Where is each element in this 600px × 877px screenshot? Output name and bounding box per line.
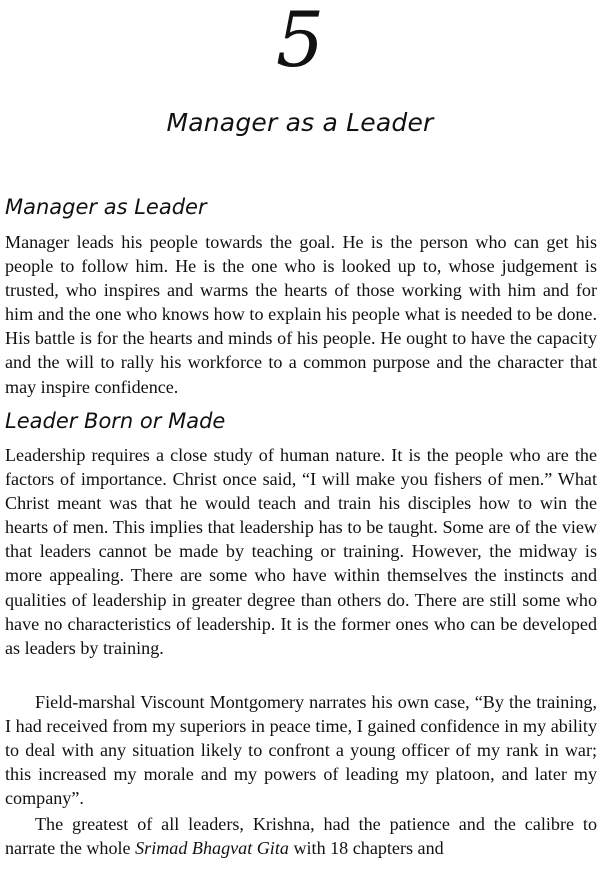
section-heading-manager-as-leader: Manager as Leader	[5, 195, 207, 219]
chapter-title: Manager as a Leader	[166, 108, 434, 137]
book-title-emphasis: Srimad Bhagvat Gita	[135, 838, 289, 859]
paragraph: Leadership requires a close study of human nature. It is the people who are the factors of importance. Christ once said, “I will make you fishers of men.” What Christ meant was that he would teach and train his disciples how to win the hearts of men. This implies that leadership has to be taught. Some are of the view that leaders cannot be made by teaching or training. However, the midway is more appealing. There are some who have within themselves the instincts and qualities of leadership in greater degree than others do. There are still some who have no characteristics of leadership. It is the former ones who can be developed as leaders by training.	[5, 445, 597, 658]
paragraph-text: with 18 chapters and	[288, 838, 444, 859]
chapter-number: 5	[275, 0, 325, 84]
paragraph: Field-marshal Viscount Montgomery narrates his own case, “By the training, I had received from my superiors in peace time, I gained confidence in my ability to deal with any situation likely to confront a young officer of my rank in war; this increased my morale and my powers of leading my platoon, and later my company”.	[5, 692, 597, 809]
paragraph-text: The greatest of all leaders, Krishna, had the patience and the calibre to narrate the whole	[5, 814, 597, 859]
paragraph	[5, 812, 597, 862]
section-heading-leader-born-or-made: Leader Born or Made	[5, 409, 226, 433]
paragraph: Manager leads his people towards the goal. He is the person who can get his people to follow him. He is the one who is looked up to, whose judgement is trusted, who inspires and warms the hearts of those working with him and for him and the one who knows how to explain his people what is needed to be done. His battle is for the hearts and minds of his people. He ought to have the capacity and the will to rally his workforce to a common purpose and the character that may inspire confidence.	[5, 232, 597, 397]
